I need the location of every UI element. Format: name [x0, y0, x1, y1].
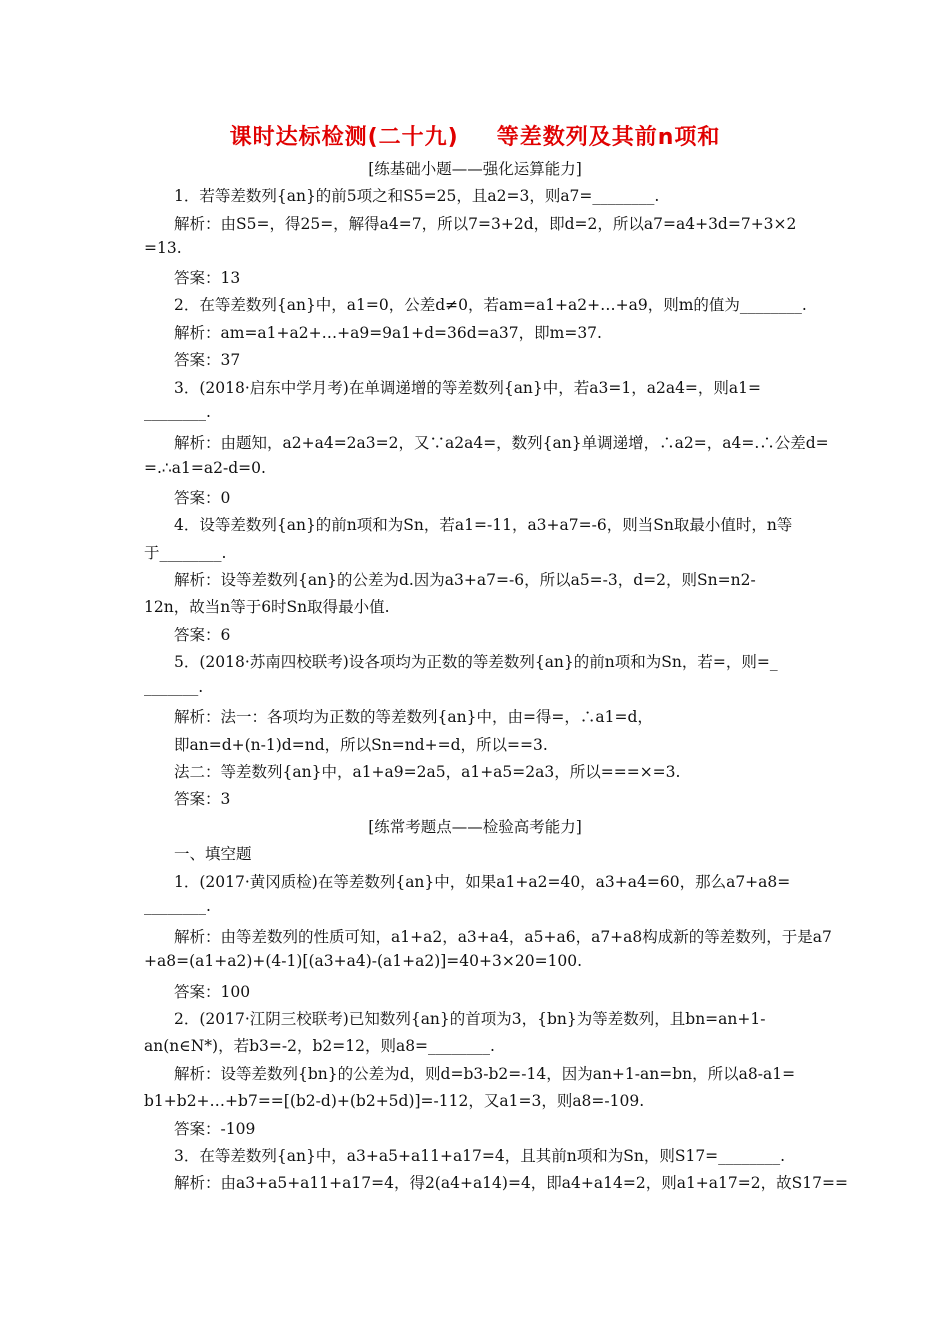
section-heading-basic: [练基础小题——强化运算能力] [368, 160, 582, 178]
text-line: 答案：3 [174, 790, 231, 808]
text-line: 解析：由题知，a2+a4=2a3=2，又∵a2a4=，数列{an}单调递增，∴a2=，a4=.∴公差d= [174, 434, 829, 452]
text-line: 答案：-109 [174, 1120, 256, 1138]
text-line: 答案：100 [174, 983, 251, 1001]
title-main: 课时达标检测(二十九) [229, 125, 459, 150]
text-line: 答案：13 [174, 269, 241, 287]
text-line: an(n∈N*)，若b3=-2，b2=12，则a8=________. [144, 1037, 495, 1055]
text-line: 解析：am=a1+a2+…+a9=9a1+d=36d=a37，即m=37. [174, 324, 602, 342]
text-line: 2．在等差数列{an}中，a1=0，公差d≠0，若am=a1+a2+…+a9，则m的值为________. [174, 296, 807, 314]
title-sub: 等差数列及其前n项和 [496, 125, 721, 150]
text-line: 即an=d+(n-1)d=nd，所以Sn=nd+=d，所以==3. [174, 736, 548, 754]
text-line: 答案：6 [174, 626, 231, 644]
text-line: 4．设等差数列{an}的前n项和为Sn，若a1=-11，a3+a7=-6，则当Sn取最小值时，n等 [174, 516, 793, 534]
text-line: 1．(2017·黄冈质检)在等差数列{an}中，如果a1+a2=40，a3+a4=60，那么a7+a8= [174, 873, 791, 891]
text-line: 答案：0 [174, 489, 231, 507]
page-title [0, 120, 950, 151]
section-heading-common: [练常考题点——检验高考能力] [368, 818, 582, 836]
text-line: 法二：等差数列{an}中，a1+a9=2a5，a1+a5=2a3，所以===×=3. [174, 763, 681, 781]
text-line: 5．(2018·苏南四校联考)设各项均为正数的等差数列{an}的前n项和为Sn，若=，则=_ [174, 653, 778, 671]
text-line: 3．在等差数列{an}中，a3+a5+a11+a17=4，且其前n项和为Sn，则S17=________. [174, 1147, 786, 1165]
text-line: 答案：37 [174, 351, 241, 369]
text-line: 3．(2018·启东中学月考)在单调递增的等差数列{an}中，若a3=1，a2a4=，则a1= [174, 379, 762, 397]
text-line: _______. [144, 678, 204, 696]
text-line: 解析：由S5=，得25=，解得a4=7，所以7=3+2d，即d=2，所以a7=a4+3d=7+3×2 [174, 215, 797, 233]
text-line: ________. [144, 403, 211, 421]
text-line: =13. [144, 239, 182, 257]
text-line: ________. [144, 897, 211, 915]
fill-blank-heading: 一、填空题 [174, 845, 252, 863]
text-line: b1+b2+…+b7==[(b2-d)+(b2+5d)]=-112，又a1=3，则a8=-109. [144, 1092, 645, 1110]
text-line: 解析：设等差数列{bn}的公差为d，则d=b3-b2=-14，因为an+1-an=bn，所以a8-a1= [174, 1065, 796, 1083]
text-line: 1．若等差数列{an}的前5项之和S5=25，且a2=3，则a7=________. [174, 187, 660, 205]
text-line: +a8=(a1+a2)+(4-1)[(a3+a4)-(a1+a2)]=40+3×20=100. [144, 952, 583, 970]
text-line: 2．(2017·江阴三校联考)已知数列{an}的首项为3，{bn}为等差数列，且bn=an+1- [174, 1010, 766, 1028]
text-line: 12n，故当n等于6时Sn取得最小值. [144, 598, 390, 616]
text-line: 于________. [144, 544, 227, 562]
text-line: 解析：由等差数列的性质可知，a1+a2，a3+a4，a5+a6，a7+a8构成新的等差数列，于是a7 [174, 928, 832, 946]
text-line: 解析：设等差数列{an}的公差为d.因为a3+a7=-6，所以a5=-3，d=2，则Sn=n2- [174, 571, 756, 589]
text-line: 解析：法一：各项均为正数的等差数列{an}中，由=得=，∴a1=d， [174, 708, 653, 726]
text-line: 解析：由a3+a5+a11+a17=4，得2(a4+a14)=4，即a4+a14=2，则a1+a17=2，故S17== [174, 1174, 848, 1192]
text-line: =.∴a1=a2-d=0. [144, 459, 266, 477]
